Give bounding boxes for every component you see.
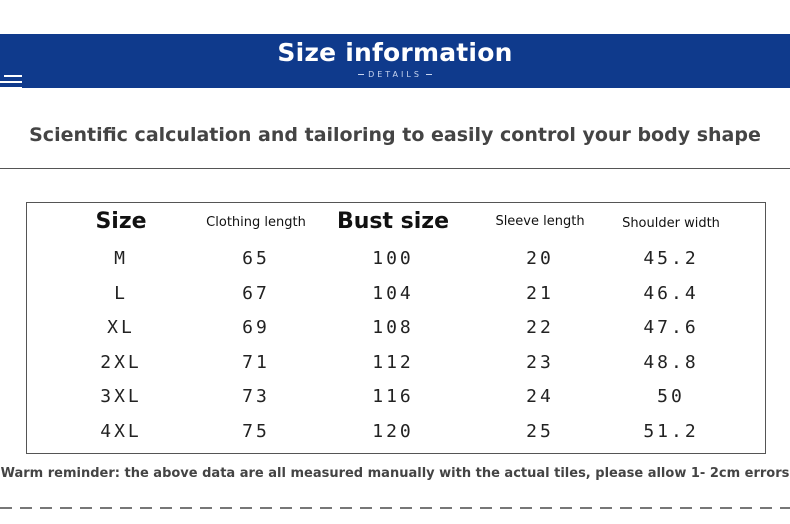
table-cell: 48.8 [643, 352, 699, 373]
table-cell: L [114, 283, 128, 304]
column-header-shoulder-width: Shoulder width [622, 216, 720, 231]
dashed-divider [0, 507, 790, 509]
table-cell: 108 [372, 317, 414, 338]
table-cell: 24 [526, 386, 554, 407]
table-cell: 69 [242, 317, 270, 338]
table-cell: 51.2 [643, 421, 699, 442]
table-cell: 100 [372, 248, 414, 269]
column-header-sleeve-length: Sleeve length [495, 214, 585, 229]
size-table [26, 202, 766, 454]
table-cell: 20 [526, 248, 554, 269]
table-cell: 67 [242, 283, 270, 304]
table-cell: 71 [242, 352, 270, 373]
header-banner [0, 34, 790, 88]
table-cell: 47.6 [643, 317, 699, 338]
divider [0, 168, 790, 169]
table-cell: 3XL [100, 386, 142, 407]
column-header-clothing-length: Clothing length [206, 215, 306, 230]
table-cell: 21 [526, 283, 554, 304]
table-cell: 2XL [100, 352, 142, 373]
stripes-decoration-icon [766, 62, 790, 86]
table-cell: 45.2 [643, 248, 699, 269]
table-cell: 73 [242, 386, 270, 407]
column-header-bust-size: Bust size [336, 209, 450, 234]
tagline: Scientific calculation and tailoring to easily control your body shape [29, 124, 761, 146]
page-subtitle: DETAILS [0, 70, 790, 79]
warm-reminder: Warm reminder: the above data are all measured manually with the actual tiles, please allow 1- 2cm errors [0, 466, 790, 481]
column-header-size: Size [95, 209, 147, 234]
table-cell: 22 [526, 317, 554, 338]
table-cell: 4XL [100, 421, 142, 442]
table-cell: 46.4 [643, 283, 699, 304]
table-cell: 65 [242, 248, 270, 269]
table-cell: XL [107, 317, 135, 338]
table-cell: 75 [242, 421, 270, 442]
table-cell: 25 [526, 421, 554, 442]
table-cell: 23 [526, 352, 554, 373]
table-cell: 116 [372, 386, 414, 407]
table-cell: M [114, 248, 128, 269]
table-cell: 50 [657, 386, 685, 407]
table-cell: 120 [372, 421, 414, 442]
table-cell: 104 [372, 283, 414, 304]
table-cell: 112 [372, 352, 414, 373]
page-title: Size information [277, 38, 513, 67]
